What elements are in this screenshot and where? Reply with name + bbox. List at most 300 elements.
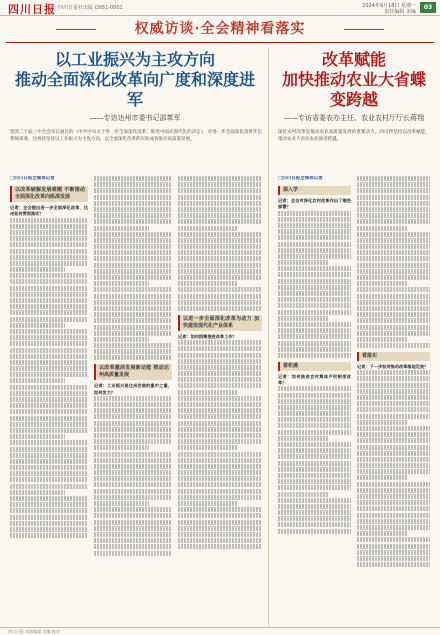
text-line [278, 399, 351, 404]
text-line [178, 520, 262, 525]
text-line [94, 281, 149, 286]
text-line [10, 348, 88, 353]
text-line [94, 232, 172, 237]
text-line [278, 322, 351, 327]
left-section-head-3: 以进一步全面深化改革为动力 加快建设现代化产业体系 [178, 315, 262, 331]
text-line [10, 236, 88, 241]
text-line [278, 242, 351, 247]
body-text [178, 176, 262, 311]
text-line [94, 551, 172, 556]
text-line [10, 459, 88, 464]
text-line [178, 340, 262, 345]
right-byline: □四川日报全媒体记者 [278, 176, 323, 181]
text-line [10, 354, 88, 359]
text-line [357, 531, 408, 536]
text-line [94, 188, 172, 193]
text-line [357, 312, 430, 317]
text-line [178, 526, 262, 531]
body-text [278, 211, 351, 358]
text-line [178, 238, 262, 243]
right-subhead: ——专访省委农办主任、农业农村厅厅长蒋翔 [284, 114, 424, 122]
text-line [178, 383, 262, 388]
text-line [10, 218, 88, 223]
text-line [10, 242, 88, 247]
text-line [357, 469, 430, 474]
body-text [278, 386, 351, 533]
right-question-2: 记者：如何推进农村集体产权制度改革？ [278, 373, 351, 386]
text-line [357, 343, 430, 348]
text-line [357, 219, 430, 224]
text-line [10, 465, 88, 470]
text-line [278, 436, 329, 441]
text-line [178, 495, 262, 500]
text-line [94, 312, 172, 317]
text-line [278, 341, 351, 346]
text-line [278, 405, 351, 410]
text-line [10, 403, 88, 408]
text-line [94, 427, 172, 432]
text-line [178, 489, 262, 494]
text-line [357, 201, 430, 206]
text-line [278, 347, 351, 352]
text-line [10, 267, 65, 272]
text-line [278, 522, 351, 527]
text-line [178, 402, 262, 407]
right-lead-paragraph: 深化农村改革是推动农业高质量发展的重要动力。四川将坚持以改革赋能，推动农业大省向农业强省跨越。 [278, 130, 430, 142]
text-line [178, 300, 262, 305]
text-line [357, 407, 430, 412]
text-line [178, 408, 262, 413]
text-line [278, 386, 351, 391]
text-line [278, 297, 351, 302]
text-line [278, 279, 351, 284]
text-line [94, 337, 149, 342]
editor-line: 责任编辑 美编 [384, 9, 416, 15]
page-footer: 四川日报 本版编辑 美编 校对 [0, 627, 440, 635]
left-headline-block [10, 50, 260, 123]
banner-rule-right [344, 29, 384, 30]
text-line [10, 378, 65, 383]
text-line [178, 294, 262, 299]
left-question-1: 记者：全会提出进一步全面深化改革，达州如何贯彻落实？ [10, 205, 88, 217]
masthead [0, 0, 440, 16]
text-line [357, 525, 430, 530]
text-line [94, 402, 172, 407]
text-line [94, 219, 172, 224]
text-line [278, 217, 351, 222]
text-line [178, 269, 262, 274]
text-line [178, 445, 237, 450]
text-line [10, 533, 88, 538]
text-line [278, 529, 351, 534]
text-line [94, 482, 172, 487]
text-line [357, 300, 430, 305]
text-line [94, 244, 172, 249]
text-line [10, 317, 88, 322]
right-section-head-3: 看落实 [357, 352, 430, 361]
issue-date [362, 3, 416, 15]
text-line [94, 201, 172, 206]
text-line [357, 494, 430, 499]
text-line [178, 207, 262, 212]
publication-info: 四川日报社出版 CN51-0001 [58, 5, 123, 11]
text-line [178, 256, 262, 261]
text-line [94, 532, 172, 537]
text-line [357, 188, 430, 193]
text-line [357, 281, 408, 286]
text-line [94, 182, 172, 187]
text-line [357, 306, 430, 311]
right-headline-line2: 加快推动农业大省蝶变跨越 [281, 70, 426, 109]
text-line [94, 256, 172, 261]
text-line [178, 427, 262, 432]
text-line [178, 250, 262, 255]
text-line [278, 285, 351, 290]
text-line [10, 508, 88, 513]
text-line [178, 182, 262, 187]
text-line [178, 275, 262, 280]
text-line [94, 470, 172, 475]
text-line [278, 473, 351, 478]
left-byline: □四川日报全媒体记者 [10, 176, 55, 181]
text-line [357, 337, 408, 342]
left-section-head-1: 以改革破解发展难题 不断推动全面深化改革向纵深发展 [10, 186, 88, 202]
text-line [94, 520, 172, 525]
text-line [10, 490, 65, 495]
text-line [178, 476, 262, 481]
text-line [278, 334, 351, 339]
right-article-col2 [357, 176, 430, 621]
text-line [178, 306, 262, 311]
text-line [357, 176, 430, 181]
text-line [357, 475, 408, 480]
text-line [278, 461, 351, 466]
text-line [94, 414, 172, 419]
text-line [94, 507, 172, 512]
text-line [178, 287, 262, 292]
text-line [94, 526, 172, 531]
text-line [357, 238, 430, 243]
text-line [357, 500, 430, 505]
text-line [357, 544, 430, 549]
text-line [10, 292, 88, 297]
text-line [278, 504, 351, 509]
text-line [278, 223, 351, 228]
text-line [357, 488, 430, 493]
text-line [357, 389, 430, 394]
text-line [178, 359, 262, 364]
text-line [357, 457, 430, 462]
text-line [357, 256, 430, 261]
text-line [10, 230, 88, 235]
right-headline-block [278, 50, 430, 123]
text-line [178, 421, 262, 426]
text-line [357, 325, 430, 330]
text-line [178, 213, 262, 218]
text-line [278, 248, 351, 253]
text-line [278, 260, 329, 265]
text-line [278, 393, 351, 398]
text-line [357, 207, 430, 212]
text-line [178, 188, 262, 193]
text-line [357, 263, 430, 268]
newspaper-logo: 四川日报 [8, 3, 56, 16]
text-line [94, 349, 172, 354]
text-line [10, 255, 88, 260]
right-article-col1 [278, 176, 351, 621]
text-line [10, 329, 88, 334]
left-headline-line1: 以工业振兴为主攻方向 [54, 50, 215, 69]
left-question-3: 记者：如何统筹推进改革工作？ [178, 333, 237, 339]
text-line [10, 422, 88, 427]
column-separator [268, 48, 269, 628]
text-line [94, 343, 172, 348]
text-line [278, 498, 351, 503]
text-line [278, 266, 351, 271]
text-line [278, 485, 351, 490]
text-line [357, 232, 430, 237]
text-line [178, 201, 262, 206]
text-line [278, 492, 329, 497]
text-line [357, 537, 430, 542]
text-line [357, 294, 430, 299]
text-line [10, 416, 88, 421]
left-lead-paragraph: 党的二十届三中全会审议通过的《中共中央关于进一步全面深化改革、推进中国式现代化的决定》，对进一步全面深化改革作出系统部署。达州将坚持以工业振兴为主攻方向，以全面深化改革的实际成效推动高质量发展。 [10, 130, 262, 142]
text-line [94, 269, 172, 274]
text-line [94, 396, 172, 401]
banner-rule-left [56, 29, 96, 30]
text-line [278, 291, 351, 296]
left-question-2: 记者：工业振兴是达州发展的重中之重，如何发力？ [94, 383, 172, 395]
left-article-col3 [178, 176, 262, 621]
text-line [178, 176, 262, 181]
text-line [94, 238, 172, 243]
text-line [178, 371, 262, 376]
text-line [357, 432, 430, 437]
text-line [178, 365, 262, 370]
text-line [278, 442, 351, 447]
text-line [278, 448, 351, 453]
text-line [10, 261, 88, 266]
text-line [278, 328, 351, 333]
text-line [357, 318, 430, 323]
text-line [10, 502, 88, 507]
text-line [178, 513, 262, 518]
text-line [10, 471, 88, 476]
body-text [94, 176, 172, 360]
body-text [178, 340, 262, 549]
text-line [10, 335, 88, 340]
text-line [357, 275, 430, 280]
text-line [178, 414, 262, 419]
text-line [10, 279, 88, 284]
text-line [357, 250, 430, 255]
text-line [357, 482, 430, 487]
text-line [94, 476, 172, 481]
text-line [94, 501, 149, 506]
text-line [357, 438, 430, 443]
left-article-col1 [10, 176, 88, 621]
text-line [178, 353, 262, 358]
text-line [278, 510, 351, 515]
text-line [10, 385, 88, 390]
text-line [178, 532, 262, 537]
text-line [357, 519, 430, 524]
text-line [94, 538, 172, 543]
body-text [357, 370, 430, 567]
text-line [94, 445, 149, 450]
text-line [10, 323, 65, 328]
text-line [357, 414, 430, 419]
text-line [10, 496, 88, 501]
text-line [10, 224, 88, 229]
right-question-3: 记者：下一步如何推动改革落地见效？ [357, 364, 429, 370]
text-line [357, 506, 430, 511]
left-section-head-2: 以改革激活发展新动能 推动达州高质量发展 [94, 364, 172, 380]
text-line [10, 310, 88, 315]
text-line [10, 428, 88, 433]
text-line [178, 195, 262, 200]
body-text [94, 396, 172, 556]
text-line [278, 479, 351, 484]
text-line [178, 470, 262, 475]
text-line [10, 440, 88, 445]
text-line [357, 287, 430, 292]
text-line [178, 439, 262, 444]
right-section-head-2: 看机遇 [278, 362, 351, 371]
text-line [178, 244, 262, 249]
left-headline-line2: 推动全面深化改革向广度和深度进军 [14, 70, 255, 109]
text-line [278, 430, 351, 435]
text-line [10, 409, 88, 414]
text-line [10, 434, 65, 439]
text-line [10, 447, 88, 452]
text-line [357, 195, 430, 200]
date-line: 2024年9月18日 星期一 [362, 3, 416, 9]
text-line [10, 527, 88, 532]
text-line [357, 376, 430, 381]
text-line [357, 562, 430, 567]
text-line [94, 513, 172, 518]
text-line [178, 346, 262, 351]
text-line [94, 250, 172, 255]
text-line [178, 507, 262, 512]
text-line [178, 464, 262, 469]
text-line [357, 395, 430, 400]
text-line [94, 207, 172, 212]
text-line [357, 550, 430, 555]
text-line [178, 452, 262, 457]
text-line [357, 331, 430, 336]
text-line [94, 439, 172, 444]
text-line [94, 489, 172, 494]
text-line [94, 318, 172, 323]
text-line [94, 355, 172, 360]
text-line [10, 298, 88, 303]
right-question-1: 记者：全会对深化农村改革作出了哪些部署？ [278, 198, 351, 210]
text-line [94, 408, 172, 413]
section-banner [100, 18, 340, 40]
text-line [94, 306, 172, 311]
text-line [357, 556, 430, 561]
text-line [178, 281, 237, 286]
text-line [94, 331, 172, 336]
text-line [94, 495, 172, 500]
text-line [10, 360, 88, 365]
text-line [357, 383, 430, 388]
text-line [278, 353, 351, 358]
text-line [10, 477, 88, 482]
text-line [94, 464, 172, 469]
text-line [94, 226, 149, 231]
text-line [357, 420, 408, 425]
right-headline-line1: 改革赋能 [321, 50, 386, 69]
left-article-col2 [94, 176, 172, 621]
text-line [178, 544, 262, 549]
page-number-badge: 03 [420, 2, 436, 13]
text-line [94, 325, 172, 330]
text-line [94, 263, 172, 268]
text-line [178, 458, 262, 463]
text-line [278, 417, 351, 422]
text-line [10, 286, 88, 291]
text-line [278, 516, 351, 521]
text-line [10, 273, 88, 278]
text-line [94, 544, 172, 549]
text-line [357, 426, 430, 431]
text-line [178, 390, 237, 395]
text-line [94, 294, 172, 299]
text-line [357, 445, 430, 450]
text-line [357, 226, 408, 231]
text-line [178, 433, 262, 438]
text-line [178, 538, 262, 543]
text-line [357, 370, 430, 375]
text-line [10, 515, 88, 520]
text-line [10, 453, 88, 458]
text-line [94, 176, 172, 181]
text-line [357, 401, 430, 406]
text-line [178, 396, 262, 401]
text-line [357, 244, 430, 249]
text-line [278, 411, 351, 416]
text-line [357, 213, 430, 218]
text-line [278, 454, 351, 459]
text-line [278, 316, 329, 321]
text-line [278, 310, 351, 315]
text-line [278, 467, 351, 472]
text-line [357, 451, 430, 456]
text-line [10, 304, 88, 309]
text-line [10, 249, 88, 254]
text-line [357, 269, 430, 274]
text-line [178, 482, 262, 487]
header-divider [6, 42, 434, 43]
text-line [10, 366, 88, 371]
text-line [10, 341, 88, 346]
text-line [278, 423, 351, 428]
text-line [10, 372, 88, 377]
text-line [278, 254, 351, 259]
text-line [94, 213, 172, 218]
text-line [94, 433, 172, 438]
text-line [94, 300, 172, 305]
text-line [178, 226, 237, 231]
text-line [278, 229, 351, 234]
text-line [278, 235, 351, 240]
text-line [357, 182, 430, 187]
banner-title: 权威访谈·全会精神看落实 [134, 21, 306, 37]
